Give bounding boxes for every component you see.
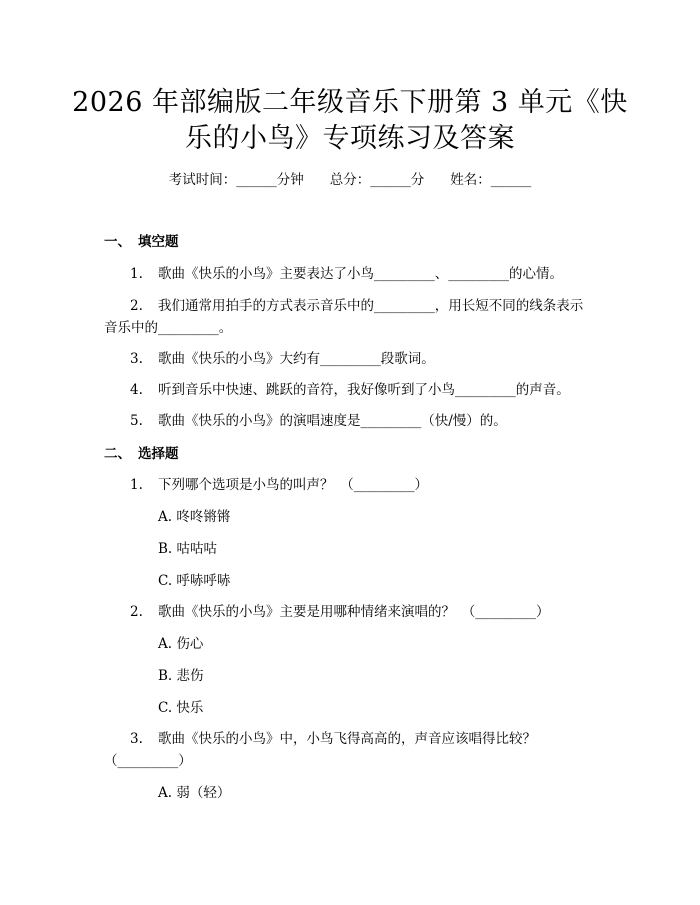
choice-1-option-c: C. 呼哧呼哧 bbox=[158, 573, 231, 589]
fill-question-3 bbox=[130, 347, 435, 367]
choice-question-3-continued: （_________） bbox=[104, 753, 192, 769]
choice-2-option-b: B. 悲伤 bbox=[158, 668, 204, 684]
total-score-field: 总分：______分 bbox=[329, 172, 425, 188]
choice-1-option-a: A. 咚咚锵锵 bbox=[158, 509, 231, 525]
question-text: 听到音乐中快速、跳跃的音符，我好像听到了小鸟_________的声音。 bbox=[158, 382, 570, 398]
question-number: 2. bbox=[130, 604, 143, 620]
page-title-line-2: 乐的小鸟》专项练习及答案 bbox=[185, 123, 515, 154]
choice-2-option-c: C. 快乐 bbox=[158, 700, 204, 716]
question-number: 5. bbox=[130, 413, 143, 429]
question-text: 我们通常用拍手的方式表示音乐中的_________，用长短不同的线条表示 bbox=[158, 298, 584, 314]
choice-2-option-a: A. 伤心 bbox=[158, 636, 204, 652]
page-title-line-1: 2026 年部编版二年级音乐下册第 3 单元《快 bbox=[72, 87, 628, 118]
section-fill-in-heading bbox=[104, 230, 179, 250]
question-number: 3. bbox=[130, 731, 143, 747]
choice-1-option-b: B. 咕咕咕 bbox=[158, 541, 218, 557]
section-number: 一、 bbox=[104, 234, 131, 250]
choice-question-2 bbox=[130, 600, 550, 620]
fill-question-2-continued: 音乐中的_________。 bbox=[104, 320, 233, 336]
question-number: 4. bbox=[130, 382, 143, 398]
section-title: 选择题 bbox=[138, 446, 179, 462]
exam-info bbox=[0, 168, 700, 188]
question-number: 2. bbox=[130, 298, 143, 314]
section-title: 填空题 bbox=[138, 234, 179, 250]
fill-question-2 bbox=[130, 294, 583, 314]
section-number: 二、 bbox=[104, 446, 131, 462]
name-field: 姓名：______ bbox=[450, 172, 532, 188]
question-number: 1. bbox=[130, 266, 143, 282]
section-choice-heading bbox=[104, 442, 179, 462]
question-text: 歌曲《快乐的小鸟》中，小鸟飞得高高的，声音应该唱得比较？ bbox=[158, 731, 536, 747]
question-text: 下列哪个选项是小鸟的叫声？ （_________） bbox=[158, 477, 428, 493]
question-text: 歌曲《快乐的小鸟》主要表达了小鸟_________、_________的心情。 bbox=[158, 266, 563, 282]
fill-question-5 bbox=[130, 409, 507, 429]
choice-3-option-a: A. 弱（轻） bbox=[158, 785, 231, 801]
choice-question-3 bbox=[130, 727, 536, 747]
choice-question-1 bbox=[130, 473, 428, 493]
exam-time-field: 考试时间：______分钟 bbox=[168, 172, 304, 188]
fill-question-4 bbox=[130, 378, 570, 398]
question-text: 歌曲《快乐的小鸟》主要是用哪种情绪来演唱的？ （_________） bbox=[158, 604, 550, 620]
question-number: 3. bbox=[130, 351, 143, 367]
question-text: 歌曲《快乐的小鸟》大约有_________段歌词。 bbox=[158, 351, 435, 367]
fill-question-1 bbox=[130, 262, 563, 282]
question-number: 1. bbox=[130, 477, 143, 493]
question-text: 歌曲《快乐的小鸟》的演唱速度是_________（快/慢）的。 bbox=[158, 413, 507, 429]
